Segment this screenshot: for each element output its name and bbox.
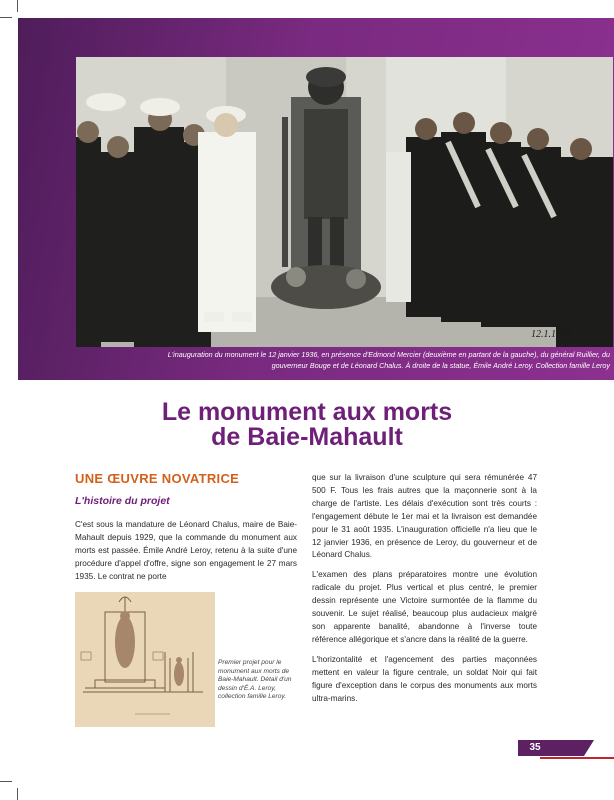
left-paragraph-1: C'est sous la mandature de Léonard Chalus, maire de Baie-Mahault depuis 1929, que la commande du monument aux morts est passée. Émile André Leroy, retenu à la suite d'une procédure d'appel d'offre, signe son engagement le 27 mars 1935. Le contrat ne porte	[75, 520, 297, 581]
sketch-image	[75, 592, 215, 727]
inauguration-photo	[76, 57, 613, 347]
footer-rule	[540, 757, 614, 759]
right-paragraph-2: L'examen des plans préparatoires montre une évolution radicale du projet. Plus vertical et plus centré, le premier dessin représente une Victoire surmontée de la flamme du souvenir. Le sujet réalisé, beaucoup plus audacieux malgré son apparente banalité, abandonne à l'inverse toute référence allégorique et s'ancre dans la réalité de la guerre.	[312, 570, 537, 644]
right-paragraph-1: que sur la livraison d'une sculpture qui sera rémunérée 47 500 F. Tous les frais autres que la maçonnerie sont à la charge de l'artiste. Les délais d'exécution sont très courts : l'engagement débute le 1er mai et la livraison est demandée pour le 31 août 1935. L'inauguration officielle n'a lieu que le 12 janvier 1936, en présence de Leroy, du gouverneur et de Léonard Chalus.	[312, 473, 537, 560]
right-column	[312, 472, 537, 705]
photo-caption-line2: gouverneur Bouge et de Léonard Chalus. À droite de la statue, Émile André Leroy. Collection famille Leroy	[271, 360, 610, 370]
page-title	[0, 400, 614, 450]
photo-caption	[80, 350, 610, 371]
crop-mark	[0, 17, 12, 18]
section-heading: UNE ŒUVRE NOVATRICE	[75, 471, 240, 486]
right-paragraph-3: L'horizontalité et l'agencement des parties maçonnées mettent en valeur la figure centrale, un soldat Noir qui fait figure d'exception dans le corpus des monuments aux morts ultra-marins.	[312, 654, 537, 703]
section-subheading: L'histoire du projet	[75, 495, 170, 507]
sketch-caption: Premier projet pour le monument aux morts de Baie-Mahault. Détail d'un dessin d'É.A. Leroy, collection famille Leroy.	[218, 659, 292, 701]
page-number: 35	[529, 742, 541, 753]
page-title-line2: de Baie-Mahault	[211, 423, 403, 451]
crop-mark	[17, 0, 18, 12]
photo-inscription: 12.1.1936	[531, 329, 571, 340]
photo-caption-line1: L'inauguration du monument le 12 janvier 1936, en présence d'Edmond Mercier (deuxième en partant de la gauche), du général Ruillier, du	[167, 350, 610, 359]
page-title-line1: Le monument aux morts	[161, 398, 453, 426]
left-column	[75, 519, 297, 584]
crop-mark	[0, 781, 12, 782]
crop-mark	[17, 788, 18, 800]
